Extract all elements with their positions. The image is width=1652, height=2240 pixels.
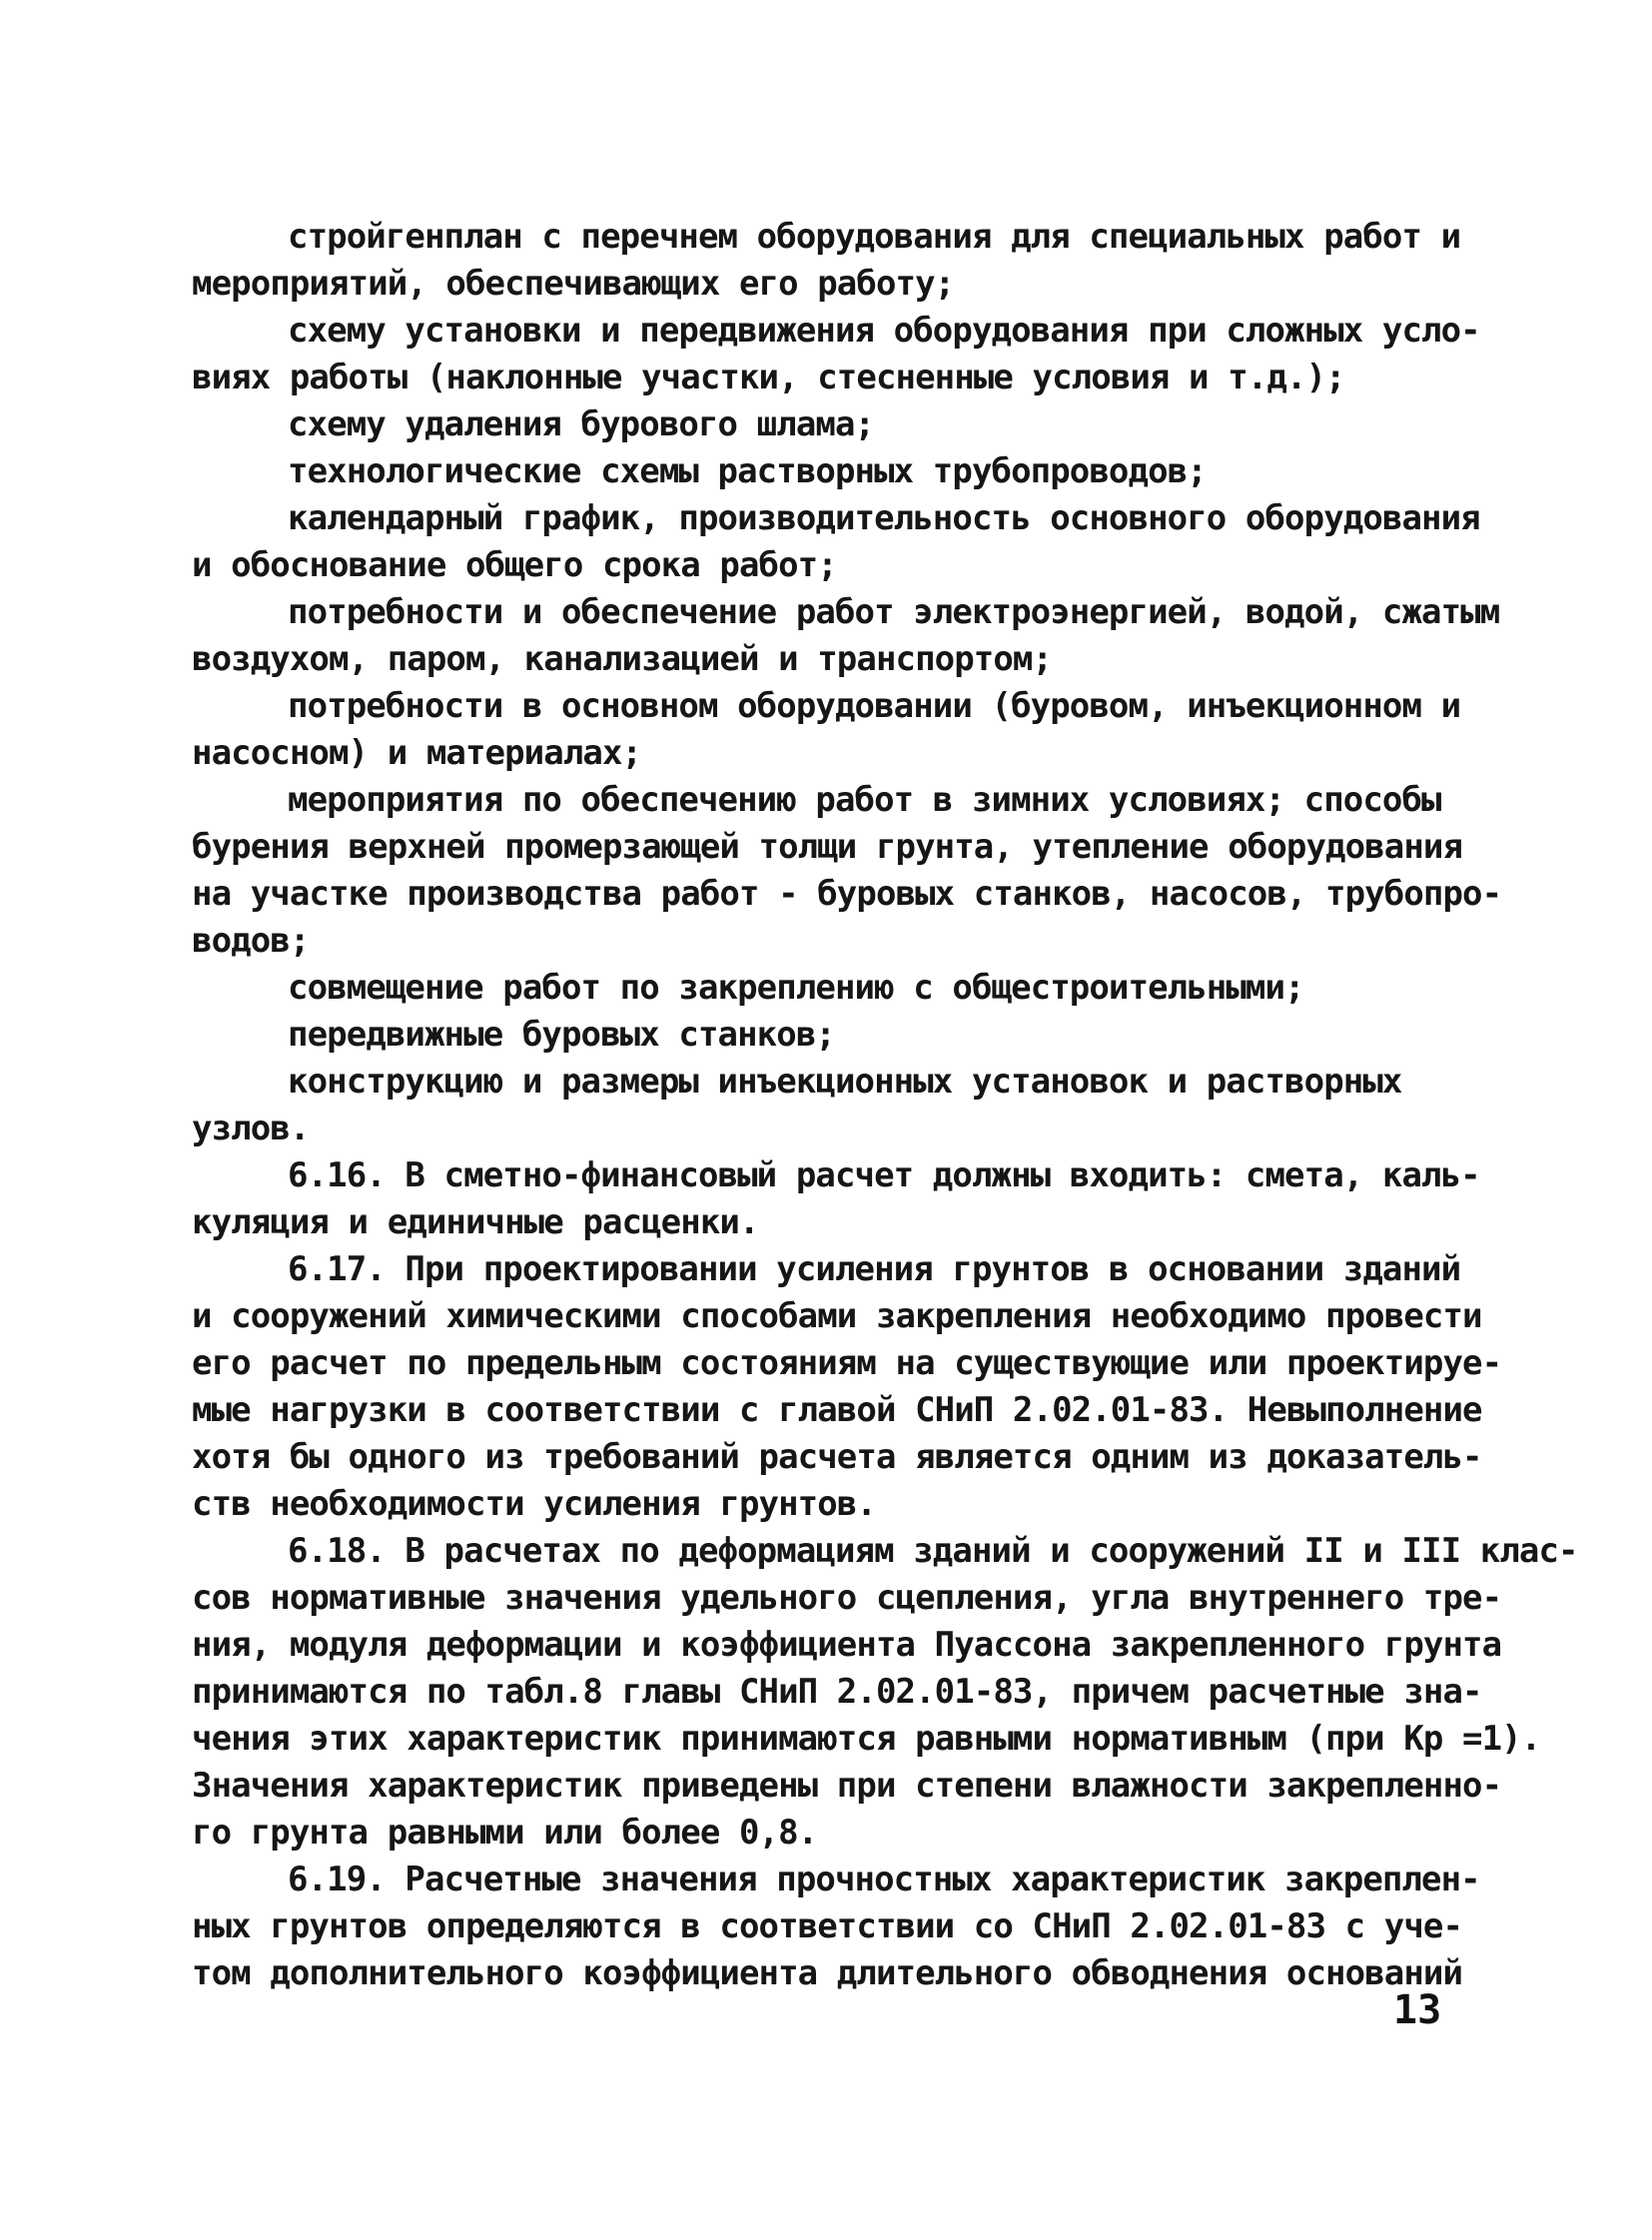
text-line: и обоснование общего срока работ; <box>192 545 837 585</box>
text-line: 6.18. В расчетах по деформациям зданий и сооружений II и III клас- <box>288 1531 1578 1571</box>
text-line: ния, модуля деформации и коэффициента Пуассона закрепленного грунта <box>192 1625 1502 1665</box>
text-line: мероприятия по обеспечению работ в зимних условиях; способы <box>288 780 1441 820</box>
text-line: конструкцию и размеры инъекционных установок и растворных <box>288 1062 1402 1102</box>
text-line: Значения характеристик приведены при степени влажности закрепленно- <box>192 1766 1502 1806</box>
text-line: потребности и обеспечение работ электроэнергией, водой, сжатым <box>288 592 1500 632</box>
text-line: 6.16. В сметно-финансовый расчет должны входить: смета, каль- <box>288 1155 1480 1195</box>
text-line: куляция и единичные расценки. <box>192 1202 759 1242</box>
text-line: стройгенплан с перечнем оборудования для специальных работ и <box>288 217 1461 257</box>
text-line: потребности в основном оборудовании (буровом, инъекционном и <box>288 686 1461 726</box>
text-line: бурения верхней промерзающей толщи грунта, утепление оборудования <box>192 827 1463 867</box>
text-line: хотя бы одного из требований расчета является одним из доказатель- <box>192 1437 1482 1477</box>
text-line: на участке производства работ - буровых станков, насосов, трубопро- <box>192 874 1502 914</box>
text-line: и сооружений химическими способами закрепления необходимо провести <box>192 1296 1482 1336</box>
text-line: водов; <box>192 921 310 961</box>
document-body <box>192 214 1578 1997</box>
text-line: совмещение работ по закреплению с общестроительными; <box>288 968 1304 1008</box>
text-line: 6.19. Расчетные значения прочностных характеристик закреплен- <box>288 1860 1480 1899</box>
text-line: виях работы (наклонные участки, стесненные условия и т.д.); <box>192 358 1345 397</box>
page-number: 13 <box>1393 1987 1442 2033</box>
text-line: его расчет по предельным состояниям на существующие или проектируе- <box>192 1343 1502 1383</box>
text-line: схему удаления бурового шлама; <box>288 404 875 444</box>
text-line: ных грунтов определяются в соответствии со СНиП 2.02.01-83 с уче- <box>192 1906 1463 1946</box>
text-line: том дополнительного коэффициента длительного обводнения оснований <box>192 1953 1463 1993</box>
text-line: календарный график, производительность основного оборудования <box>288 498 1480 538</box>
text-line: принимаются по табл.8 главы СНиП 2.02.01-83, причем расчетные зна- <box>192 1672 1482 1712</box>
text-line: насосном) и материалах; <box>192 733 642 773</box>
text-line: ств необходимости усиления грунтов. <box>192 1484 876 1524</box>
text-line: воздухом, паром, канализацией и транспортом; <box>192 639 1053 679</box>
text-line: схему установки и передвижения оборудования при сложных усло- <box>288 311 1480 351</box>
text-line: мые нагрузки в соответствии с главой СНиП 2.02.01-83. Невыполнение <box>192 1390 1482 1430</box>
text-line: передвижные буровых станков; <box>288 1015 835 1055</box>
text-line: узлов. <box>192 1109 310 1148</box>
text-line: го грунта равными или более 0,8. <box>192 1813 818 1853</box>
text-line: технологические схемы растворных трубопроводов; <box>288 451 1207 491</box>
text-line: мероприятий, обеспечивающих его работу; <box>192 264 955 304</box>
text-line: сов нормативные значения удельного сцепления, угла внутреннего тре- <box>192 1578 1502 1618</box>
text-line: чения этих характеристик принимаются равными нормативным (при Kр =1). <box>192 1719 1541 1759</box>
text-line: 6.17. При проектировании усиления грунтов в основании зданий <box>288 1249 1461 1289</box>
